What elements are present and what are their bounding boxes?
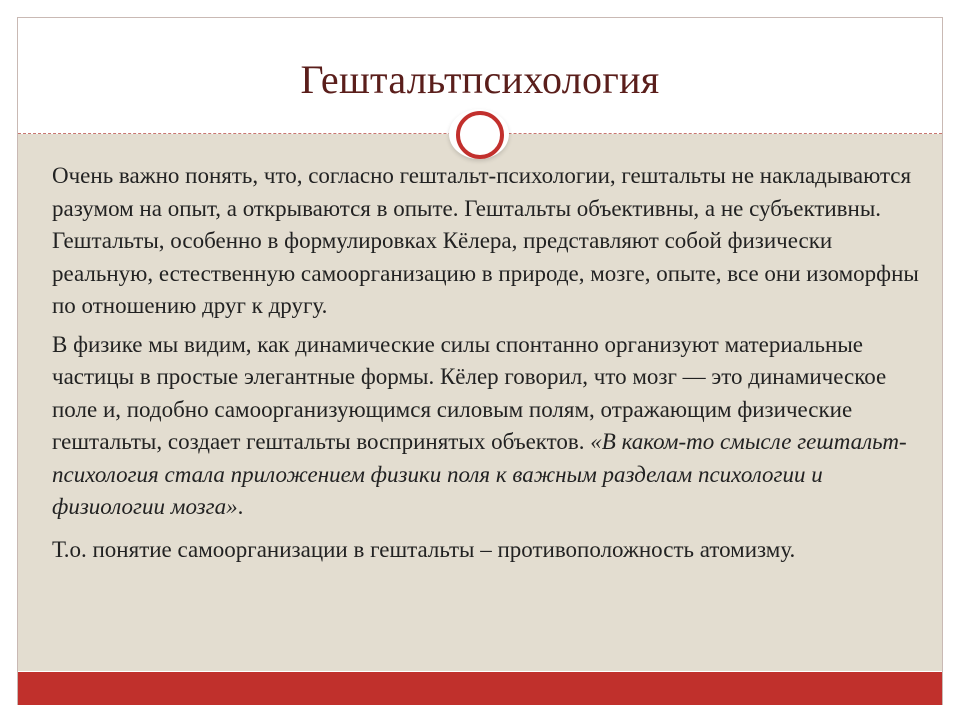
paragraph-2 [52,329,922,524]
circle-ornament-icon [456,111,504,159]
paragraph-3: Т.о. понятие самоорганизации в гештальты – противоположность атомизму. [52,536,796,562]
paragraph-2-end: . [237,494,244,519]
paragraph-1: Очень важно понять, что, согласно гештальт-психологии, гештальты не накладываются разумом на опыт, а открываются в опыте. Гештальты объективны, а не субъективны. Гештальты, особенно в формулировках Кёлера, представляют собой физически реальную, естественную самоорганизацию в природе, мозге, опыте, все они изоморфны по отношению друг к другу. [52,163,919,318]
bottom-accent-bar [18,672,942,705]
paragraph-2-quote: «В каком-то смысле гештальт-психология стала приложением физики поля к важным разделам психологии и физиологии мозга» [52,429,907,519]
paragraph-2-text: В физике мы видим, как динамические силы спонтанно организуют материальные частицы в простые элегантные формы. Кёлер говорил, что мозг — это динамическое поле и, подобно самоорганизующимся силовым полям, отражающим физические гештальты, создает гештальты воспринятых объектов. [52,331,887,454]
slide-body [52,160,922,572]
slide-title: Гештальтпсихология [300,57,660,102]
